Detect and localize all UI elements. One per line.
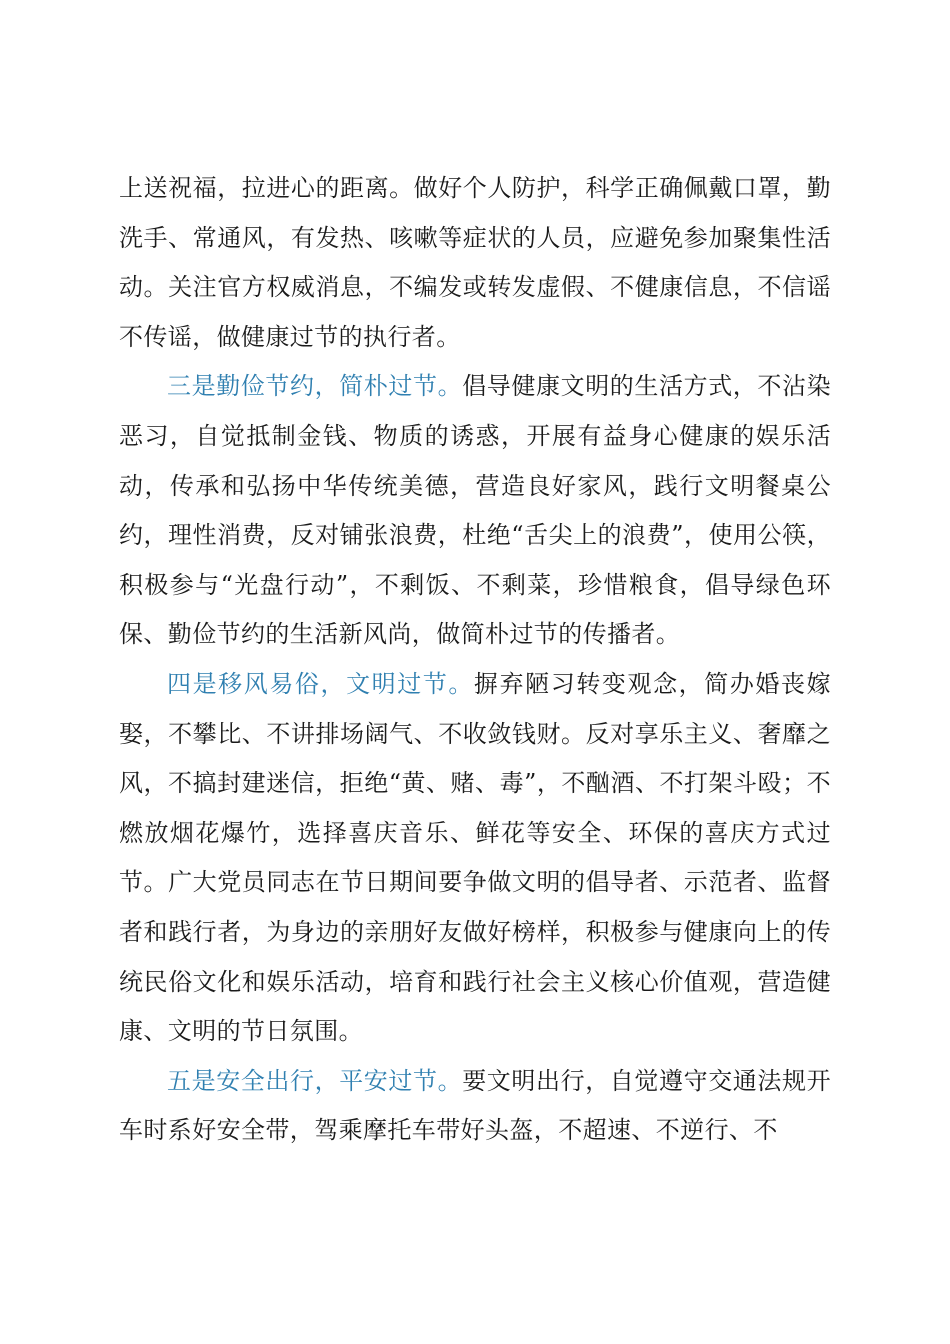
- paragraph-text: 摒弃陋习转变观念，简办婚丧嫁娶，不攀比、不讲排场阔气、不收敛钱财。反对享乐主义、奢靡之风，不搞封建迷信，拒绝“黄、赌、毒”，不酗酒、不打架斗殴；不燃放烟花爆竹，选择喜庆音乐、鲜花等安全、环保的喜庆方式过节。广大党员同志在节日期间要争做文明的倡导者、示范者、监督者和践行者，为身边的亲朋好友做好榜样，积极参与健康向上的传统民俗文化和娱乐活动，培育和践行社会主义核心价值观，营造健康、文明的节日氛围。: [119, 669, 831, 1046]
- paragraph-text: 上送祝福，拉进心的距离。做好个人防护，科学正确佩戴口罩，勤洗手、常通风，有发热、咳嗽等症状的人员，应避免参加聚集性活动。关注官方权威消息，不编发或转发虚假、不健康信息，不信谣不传谣，做健康过节的执行者。: [119, 174, 831, 351]
- paragraph-text: 要文明出行，自觉遵守交通法规开车时系好安全带，驾乘摩托车带好头盔，不超速、不逆行、不: [119, 1066, 831, 1145]
- paragraph-civilized: [119, 660, 831, 1057]
- paragraph-safety: [119, 1057, 831, 1156]
- document-body: [119, 164, 831, 1156]
- paragraph-text: 倡导健康文明的生活方式，不沾染恶习，自觉抵制金钱、物质的诱惑，开展有益身心健康的娱乐活动，传承和弘扬中华传统美德，营造良好家风，践行文明餐桌公约，理性消费，反对铺张浪费，杜绝“舌尖上的浪费”，使用公筷，积极参与“光盘行动”，不剩饭、不剩菜，珍惜粮食，倡导绿色环保、勤俭节约的生活新风尚，做简朴过节的传播者。: [119, 372, 831, 649]
- paragraph-frugal: [119, 362, 831, 660]
- paragraph-lead: 五是安全出行，平安过节。: [167, 1066, 463, 1095]
- paragraph-lead: 三是勤俭节约，简朴过节。: [167, 372, 463, 401]
- paragraph-health-continued: [119, 164, 831, 362]
- paragraph-lead: 四是移风易俗，文明过节。: [167, 669, 474, 698]
